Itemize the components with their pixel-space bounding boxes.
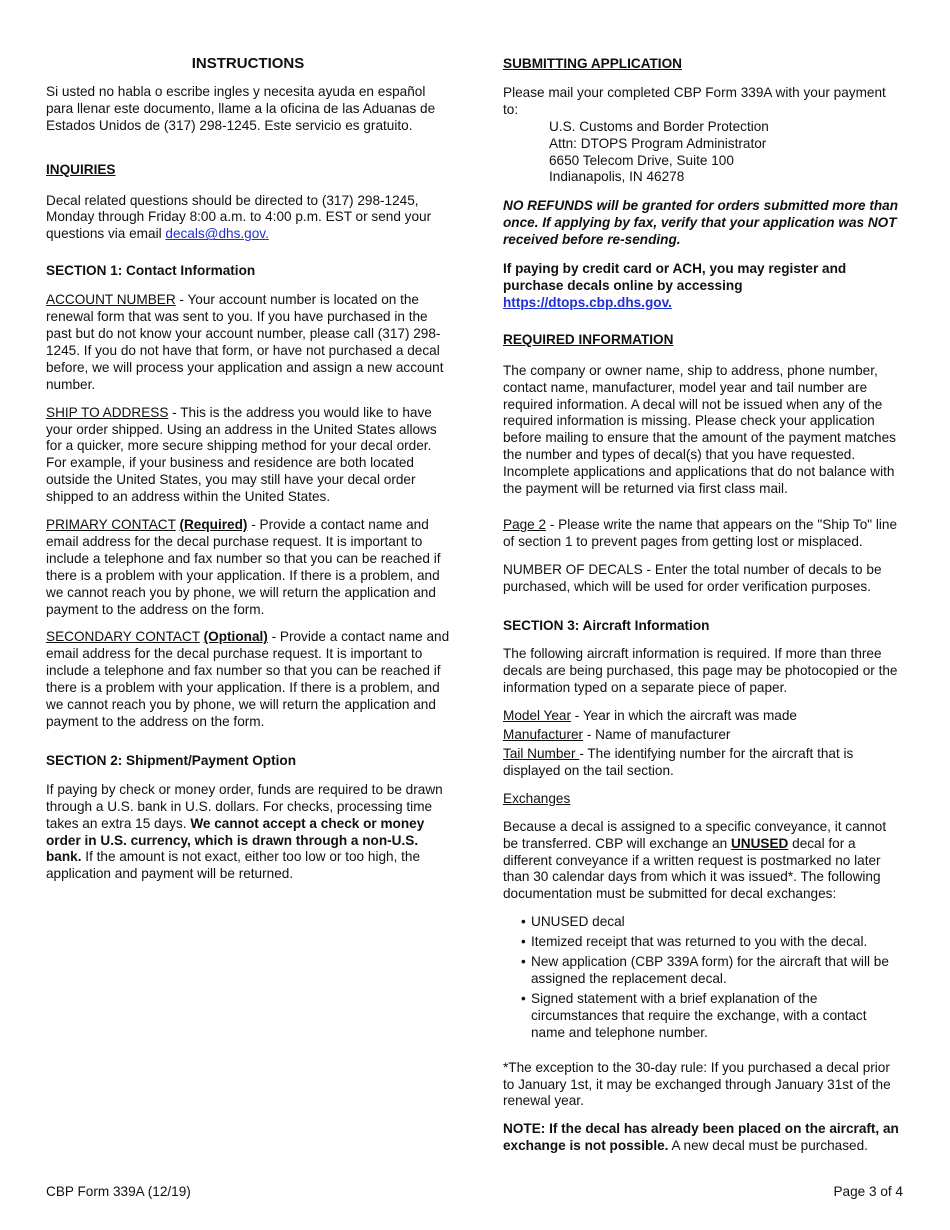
primary-contact-label: PRIMARY CONTACT xyxy=(46,517,176,533)
required-paragraph: The company or owner name, ship to address, phone number, contact name, manufacturer, model year and tail number are required information. A decal will not be issued when any of the required information is missing. Please check your application before mailing to ensure that the amount of the payment matches the number and types of decal(s) that you have requested. Incomplete applications and applications that do not balance with the payment will be returned via first class mail. xyxy=(503,362,896,497)
secondary-optional: (Optional) xyxy=(203,629,268,645)
ship-to-label: SHIP TO ADDRESS xyxy=(46,404,169,420)
email-link[interactable]: decals@dhs.gov. xyxy=(165,226,269,242)
exchange-documents-list xyxy=(503,914,903,1041)
aircraft-intro: The following aircraft information is required. If more than three decals are being purchased, this page may be photocopied or the information typed on a separate piece of paper. xyxy=(503,646,898,696)
account-number-text: - Your account number is located on the renewal form that was sent to you. If you have purchased in the past but do not know your account number, please call (317) 298-1245. If you do not have that form, or have not purchased a decal before, we will process your application and assign a new account number. xyxy=(46,292,444,392)
payment-text1: If paying by check or money order, funds are required to be drawn through a U.S. bank in U.S. dollars. For checks, processing time takes an extra 15 days. xyxy=(46,781,443,831)
page-title: INSTRUCTIONS xyxy=(191,55,305,72)
list-item: • New application (CBP 339A form) for the aircraft that will be assigned the replacement decal. xyxy=(531,954,903,988)
manufacturer-line xyxy=(503,727,903,744)
page2-label: Page 2 xyxy=(503,516,547,532)
secondary-contact-paragraph xyxy=(46,629,450,730)
primary-required: (Required) xyxy=(179,517,248,533)
payment-paragraph xyxy=(46,782,450,883)
list-item: • Signed statement with a brief explanation of the circumstances that require the exchange, with a contact name and telephone number. xyxy=(531,991,903,1042)
secondary-contact-text: - Provide a contact name and email address for the decal purchase request. It is important to include a telephone and fax number so that you can be reached if there is a problem with your application. If there is a problem, and we cannot reach you by phone, we will return the application and payment to the address on the form. xyxy=(46,629,450,729)
payment-bold: We cannot accept a check or money order in U.S. currency, which is drawn through a non-U.S. bank. xyxy=(46,815,425,865)
list-item: • UNUSED decal xyxy=(531,914,903,931)
section3-heading: SECTION 3: Aircraft Information xyxy=(503,617,710,633)
right-column xyxy=(503,56,903,1155)
address-line: Attn: DTOPS Program Administrator xyxy=(549,135,767,151)
inquiries-paragraph xyxy=(46,193,450,244)
section1-heading: SECTION 1: Contact Information xyxy=(46,263,256,279)
page-number-footer: Page 3 of 4 xyxy=(833,1184,903,1199)
exchanges-text1: Because a decal is assigned to a specific conveyance, it cannot be transferred. CBP will exchange an xyxy=(503,818,887,851)
page2-text: - Please write the name that appears on the "Ship To" line of section 1 to prevent pages from getting lost or misplaced. xyxy=(503,516,898,549)
left-column xyxy=(46,56,450,883)
no-refunds-notice: NO REFUNDS will be granted for orders submitted more than once. If applying by fax, verify that your application was NOT received before re-sending. xyxy=(503,198,899,248)
ship-to-paragraph xyxy=(46,405,450,506)
number-of-decals-paragraph: NUMBER OF DECALS - Enter the total number of decals to be purchased, which will be used for order verification purposes. xyxy=(503,561,882,594)
section2-heading: SECTION 2: Shipment/Payment Option xyxy=(46,752,296,768)
inquiries-text: Decal related questions should be directed to (317) 298-1245, Monday through Friday 8:00 a.m. to 4:00 p.m. EST or send your questions via email xyxy=(46,192,432,242)
model-year-label: Model Year xyxy=(503,708,572,724)
account-number-label: ACCOUNT NUMBER xyxy=(46,292,176,308)
primary-contact-paragraph xyxy=(46,517,450,618)
address-line: 6650 Telecom Drive, Suite 100 xyxy=(549,152,734,168)
submitting-heading: SUBMITTING APPLICATION xyxy=(503,56,682,71)
secondary-contact-label: SECONDARY CONTACT xyxy=(46,629,200,645)
note-paragraph xyxy=(503,1121,903,1155)
note-bold: NOTE: If the decal has already been placed on the aircraft, an exchange is not possible. xyxy=(503,1121,899,1154)
tail-number-line xyxy=(503,746,903,780)
address-line: U.S. Customs and Border Protection xyxy=(549,118,769,134)
primary-contact-text: - Provide a contact name and email address for the decal purchase request. It is important to include a telephone and fax number so that you can be reached if there is a problem with your application. If there is a problem, and we cannot reach you by phone, we will return the application and payment to the address on the form. xyxy=(46,517,441,617)
tail-number-label: Tail Number xyxy=(503,746,580,761)
model-year-text: - Year in which the aircraft was made xyxy=(571,708,797,724)
exchanges-unused: UNUSED xyxy=(730,835,789,851)
manufacturer-label: Manufacturer xyxy=(503,727,584,743)
spanish-note: Si usted no habla o escribe ingles y necesita ayuda en español para llenar este documento, llame a la oficina de las Aduanas de Estados Unidos de (317) 298-1245. Este servicio es gratuito. xyxy=(46,83,436,133)
inquiries-heading: INQUIRIES xyxy=(46,161,116,177)
mailing-address xyxy=(549,119,903,187)
exchanges-text2: decal for a different conveyance if a written request is postmarked no later than 30 calendar days from which it was issued*. The following documentation must be submitted for decal exchanges: xyxy=(503,835,881,902)
credit-card-text: If paying by credit card or ACH, you may register and purchase decals online by accessing xyxy=(503,261,847,293)
ship-to-text: - This is the address you would like to have your order shipped. Using an address in the United States allows for a quicker, more secure shipping method for your decal order. For example, if your business and residence are both located outside the United States, you may still have your decal order shipped to an address within the United States. xyxy=(46,404,437,505)
page2-paragraph xyxy=(503,517,903,551)
exchanges-paragraph xyxy=(503,819,903,904)
exchanges-heading: Exchanges xyxy=(503,790,571,806)
tail-number-text: - The identifying number for the aircraft that is displayed on the tail section. xyxy=(503,746,854,778)
manufacturer-text: - Name of manufacturer xyxy=(583,727,731,743)
required-heading: REQUIRED INFORMATION xyxy=(503,331,674,347)
dtops-link[interactable]: https://dtops.cbp.dhs.gov. xyxy=(503,294,672,310)
credit-card-paragraph xyxy=(503,261,903,312)
list-item: • Itemized receipt that was returned to you with the decal. xyxy=(531,934,903,951)
submitting-intro: Please mail your completed CBP Form 339A with your payment to: xyxy=(503,84,886,117)
note-text: A new decal must be purchased. xyxy=(668,1138,868,1154)
exception-paragraph: *The exception to the 30-day rule: If you purchased a decal prior to January 1st, it may be exchanged through January 31st of the renewal year. xyxy=(503,1059,891,1109)
form-id-footer: CBP Form 339A (12/19) xyxy=(46,1184,191,1199)
account-number-paragraph xyxy=(46,292,450,393)
model-year-line xyxy=(503,708,903,725)
payment-text2: If the amount is not exact, either too low or too high, the application and payment will be returned. xyxy=(46,849,421,882)
address-line: Indianapolis, IN 46278 xyxy=(549,169,685,185)
